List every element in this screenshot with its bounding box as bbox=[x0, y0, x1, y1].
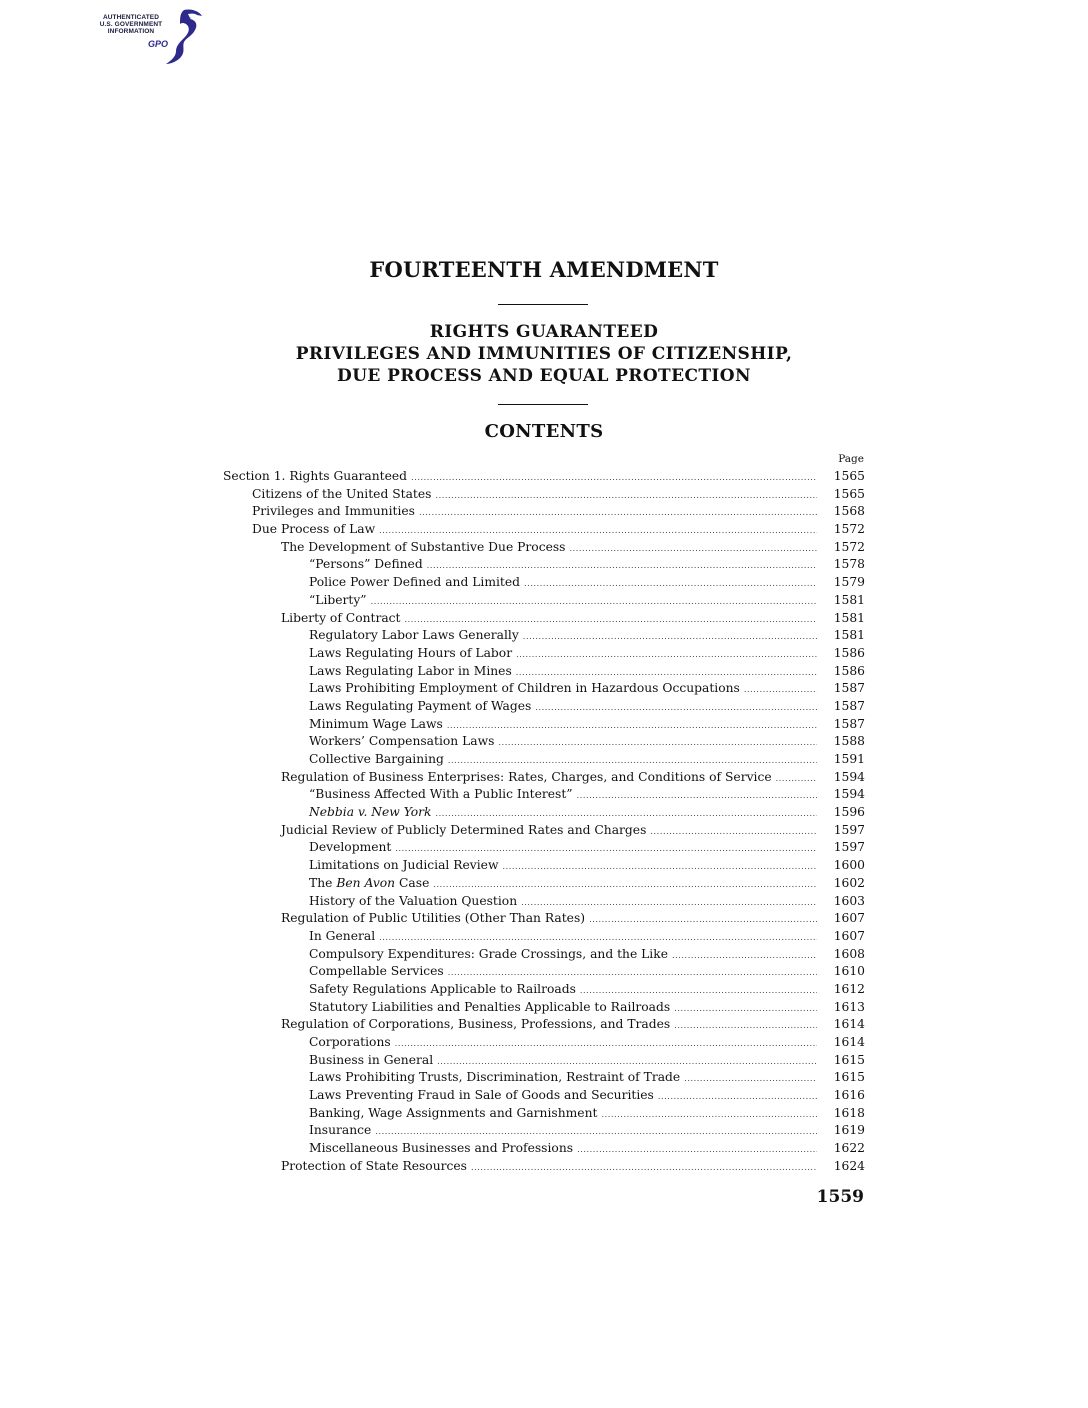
toc-dot-leader bbox=[516, 646, 817, 664]
toc-entry-title: Laws Prohibiting Trusts, Discrimination, Restraint of Trade bbox=[309, 1070, 681, 1085]
toc-dot-leader bbox=[650, 823, 817, 841]
toc-dot-leader bbox=[448, 964, 817, 982]
toc-entry-page: 1594 bbox=[833, 787, 865, 802]
toc-entry bbox=[223, 1069, 865, 1087]
toc-dot-leader bbox=[521, 894, 817, 912]
toc-entry-title: Nebbia v. New York bbox=[309, 805, 432, 820]
toc-entry-page: 1614 bbox=[833, 1017, 865, 1032]
toc-entry bbox=[223, 910, 865, 928]
page-number: 1559 bbox=[816, 1187, 864, 1207]
toc-dot-leader bbox=[577, 1141, 817, 1159]
gpo-authentication-seal bbox=[86, 6, 206, 68]
toc-entry bbox=[223, 1122, 865, 1140]
toc-dot-leader bbox=[448, 752, 817, 770]
toc-entry bbox=[223, 1016, 865, 1034]
toc-entry-title: Citizens of the United States bbox=[252, 486, 432, 501]
toc-entry bbox=[223, 839, 865, 857]
subtitle-line-1: RIGHTS GUARANTEED bbox=[429, 322, 659, 342]
toc-entry-page: 1586 bbox=[833, 663, 865, 678]
toc-entry-page: 1568 bbox=[833, 504, 865, 519]
toc-entry-page: 1619 bbox=[833, 1123, 865, 1138]
toc-dot-leader bbox=[471, 1159, 817, 1177]
toc-dot-leader bbox=[502, 858, 817, 876]
toc-dot-leader bbox=[379, 929, 817, 947]
toc-entry-title: Banking, Wage Assignments and Garnishment bbox=[309, 1105, 598, 1120]
toc-entry bbox=[223, 875, 865, 893]
toc-dot-leader bbox=[601, 1106, 817, 1124]
toc-dot-leader bbox=[395, 1035, 817, 1053]
subtitle bbox=[0, 321, 1088, 387]
toc-entry-page: 1578 bbox=[833, 557, 865, 572]
toc-entry-title: In General bbox=[309, 928, 376, 943]
seal-line-2: U.S. GOVERNMENT bbox=[99, 21, 163, 28]
toc-entry bbox=[223, 857, 865, 875]
toc-entry-page: 1608 bbox=[833, 946, 865, 961]
toc-entry bbox=[223, 804, 865, 822]
toc-dot-leader bbox=[776, 770, 817, 788]
toc-entry-title: Laws Regulating Labor in Mines bbox=[309, 663, 512, 678]
seal-line-3: INFORMATION bbox=[107, 28, 155, 35]
toc-dot-leader bbox=[405, 611, 818, 629]
toc-entry-title: The Development of Substantive Due Process bbox=[281, 539, 566, 554]
subtitle-line-3: DUE PROCESS AND EQUAL PROTECTION bbox=[337, 366, 751, 386]
toc-entry-page: 1579 bbox=[833, 575, 865, 590]
toc-entry bbox=[223, 556, 865, 574]
toc-entry-title: Privileges and Immunities bbox=[252, 504, 415, 519]
toc-entry bbox=[223, 733, 865, 751]
toc-entry-title: History of the Valuation Question bbox=[309, 893, 518, 908]
toc-entry-title: The Ben Avon Case bbox=[309, 875, 430, 890]
toc-entry-page: 1603 bbox=[833, 893, 865, 908]
toc-entry-page: 1610 bbox=[833, 964, 865, 979]
toc-entry bbox=[223, 627, 865, 645]
toc-entry-title: “Liberty” bbox=[309, 592, 367, 607]
toc-entry bbox=[223, 680, 865, 698]
toc-entry-page: 1591 bbox=[833, 752, 865, 766]
toc-dot-leader bbox=[375, 1123, 817, 1141]
toc-entry-title: Laws Prohibiting Employment of Children in Hazardous Occupations bbox=[309, 681, 740, 696]
toc-entry-title: “Persons” Defined bbox=[309, 557, 423, 572]
toc-entry-title: Section 1. Rights Guaranteed bbox=[223, 469, 408, 483]
toc-entry-page: 1596 bbox=[833, 805, 865, 820]
toc-entry bbox=[223, 574, 865, 592]
toc-entries bbox=[223, 468, 865, 1176]
toc-entry-page: 1587 bbox=[833, 681, 865, 696]
toc-entry-title: Business in General bbox=[309, 1052, 434, 1067]
toc-entry bbox=[223, 893, 865, 911]
toc-entry-title: Laws Regulating Payment of Wages bbox=[309, 698, 532, 713]
toc-dot-leader bbox=[674, 1000, 817, 1018]
toc-entry-page: 1586 bbox=[833, 645, 865, 660]
toc-dot-leader bbox=[498, 734, 817, 752]
toc-entry-title: Regulatory Labor Laws Generally bbox=[309, 628, 519, 643]
toc-entry-title: Collective Bargaining bbox=[309, 752, 444, 766]
subtitle-line-2: PRIVILEGES AND IMMUNITIES OF CITIZENSHIP, bbox=[295, 344, 793, 364]
toc-dot-leader bbox=[569, 540, 817, 558]
toc-entry bbox=[223, 751, 865, 769]
toc-entry-page: 1581 bbox=[833, 628, 865, 643]
toc-entry-page: 1615 bbox=[833, 1070, 865, 1085]
toc-entry-title: Regulation of Business Enterprises: Rates, Charges, and Conditions of Service bbox=[281, 769, 772, 784]
toc-entry-page: 1607 bbox=[833, 928, 865, 943]
toc-entry-page: 1597 bbox=[833, 822, 865, 837]
toc-entry-title: Laws Preventing Fraud in Sale of Goods and Securities bbox=[309, 1088, 654, 1103]
page-column-header: Page bbox=[838, 453, 864, 465]
toc-entry-title: Insurance bbox=[309, 1123, 372, 1138]
toc-entry-title: Development bbox=[309, 840, 392, 855]
toc-entry-page: 1618 bbox=[833, 1105, 865, 1120]
toc-entry bbox=[223, 521, 865, 539]
toc-entry bbox=[223, 1158, 865, 1176]
seal-gpo-mark: GPO bbox=[148, 39, 169, 49]
toc-entry bbox=[223, 645, 865, 663]
toc-dot-leader bbox=[436, 805, 817, 823]
subtitle-rule bbox=[498, 404, 588, 405]
toc-entry bbox=[223, 610, 865, 628]
toc-entry-page: 1572 bbox=[833, 539, 865, 554]
toc-entry-title: Statutory Liabilities and Penalties Applicable to Railroads bbox=[309, 999, 671, 1014]
toc-dot-leader bbox=[577, 787, 817, 805]
toc-entry-title: Miscellaneous Businesses and Professions bbox=[309, 1141, 574, 1156]
toc-entry-page: 1565 bbox=[833, 486, 865, 501]
toc-entry-page: 1581 bbox=[833, 610, 865, 625]
toc-entry-title: Safety Regulations Applicable to Railroads bbox=[309, 981, 576, 996]
toc-entry-title: Liberty of Contract bbox=[281, 610, 401, 625]
toc-dot-leader bbox=[447, 717, 817, 735]
toc-dot-leader bbox=[658, 1088, 817, 1106]
toc-entry bbox=[223, 928, 865, 946]
table-of-contents bbox=[223, 451, 865, 1176]
toc-dot-leader bbox=[674, 1017, 817, 1035]
toc-entry-title: Police Power Defined and Limited bbox=[309, 575, 521, 590]
toc-entry bbox=[223, 1087, 865, 1105]
toc-entry bbox=[223, 999, 865, 1017]
toc-dot-leader bbox=[744, 681, 817, 699]
toc-entry bbox=[223, 503, 865, 521]
toc-entry-page: 1612 bbox=[833, 981, 865, 996]
toc-entry bbox=[223, 468, 865, 486]
toc-entry-page: 1622 bbox=[833, 1141, 865, 1156]
toc-entry-title: Compellable Services bbox=[309, 964, 444, 979]
toc-entry bbox=[223, 716, 865, 734]
toc-entry-page: 1597 bbox=[833, 840, 865, 855]
toc-entry bbox=[223, 946, 865, 964]
toc-dot-leader bbox=[580, 982, 817, 1000]
toc-entry-title: Corporations bbox=[309, 1035, 391, 1049]
toc-entry bbox=[223, 769, 865, 787]
toc-entry-title: Minimum Wage Laws bbox=[309, 716, 443, 731]
toc-dot-leader bbox=[371, 593, 817, 611]
toc-entry bbox=[223, 698, 865, 716]
toc-entry-title: Regulation of Public Utilities (Other Than Rates) bbox=[281, 911, 586, 926]
toc-dot-leader bbox=[427, 557, 817, 575]
toc-dot-leader bbox=[433, 876, 817, 894]
toc-dot-leader bbox=[684, 1070, 817, 1088]
toc-entry-title: Due Process of Law bbox=[252, 522, 376, 537]
toc-entry-page: 1624 bbox=[833, 1158, 865, 1173]
eagle-icon bbox=[162, 6, 204, 66]
title-rule bbox=[498, 304, 588, 305]
toc-entry-page: 1615 bbox=[833, 1052, 865, 1067]
toc-entry bbox=[223, 963, 865, 981]
toc-entry bbox=[223, 822, 865, 840]
toc-entry-page: 1565 bbox=[833, 469, 865, 483]
toc-entry bbox=[223, 1105, 865, 1123]
toc-entry-title: Limitations on Judicial Review bbox=[309, 858, 499, 873]
toc-entry-title: “Business Affected With a Public Interest” bbox=[309, 787, 573, 802]
toc-entry-page: 1587 bbox=[833, 698, 865, 713]
toc-dot-leader bbox=[411, 469, 817, 487]
toc-dot-leader bbox=[589, 911, 817, 929]
toc-entry bbox=[223, 592, 865, 610]
toc-entry bbox=[223, 486, 865, 504]
toc-entry-title: Judicial Review of Publicly Determined Rates and Charges bbox=[281, 822, 647, 837]
seal-line-1: AUTHENTICATED bbox=[102, 14, 160, 21]
toc-dot-leader bbox=[379, 522, 817, 540]
toc-dot-leader bbox=[672, 947, 817, 965]
page-title: FOURTEENTH AMENDMENT bbox=[369, 257, 719, 282]
toc-dot-leader bbox=[435, 487, 817, 505]
toc-dot-leader bbox=[419, 504, 817, 522]
toc-entry-page: 1607 bbox=[833, 911, 865, 926]
toc-entry bbox=[223, 786, 865, 804]
toc-entry-page: 1613 bbox=[833, 999, 865, 1014]
toc-entry-title: Compulsory Expenditures: Grade Crossings, and the Like bbox=[309, 946, 668, 961]
toc-entry-page: 1588 bbox=[833, 734, 865, 749]
toc-entry-page: 1600 bbox=[833, 858, 865, 873]
toc-dot-leader bbox=[524, 575, 817, 593]
toc-entry bbox=[223, 539, 865, 557]
toc-entry-title: Laws Regulating Hours of Labor bbox=[309, 645, 513, 660]
toc-dot-leader bbox=[516, 664, 817, 682]
toc-entry-title: Workers’ Compensation Laws bbox=[309, 734, 495, 749]
toc-dot-leader bbox=[535, 699, 817, 717]
toc-entry-title: Regulation of Corporations, Business, Professions, and Trades bbox=[281, 1017, 671, 1032]
toc-entry-page: 1581 bbox=[833, 592, 865, 607]
toc-entry-page: 1587 bbox=[833, 716, 865, 731]
toc-entry-page: 1616 bbox=[833, 1088, 865, 1103]
toc-dot-leader bbox=[437, 1053, 817, 1071]
toc-entry bbox=[223, 1052, 865, 1070]
toc-entry-page: 1602 bbox=[833, 875, 865, 890]
toc-dot-leader bbox=[395, 840, 817, 858]
toc-entry-page: 1614 bbox=[833, 1035, 865, 1049]
toc-dot-leader bbox=[523, 628, 817, 646]
toc-entry-page: 1594 bbox=[833, 769, 865, 784]
contents-heading: CONTENTS bbox=[484, 421, 604, 442]
toc-entry bbox=[223, 981, 865, 999]
toc-entry-page: 1572 bbox=[833, 522, 865, 537]
toc-entry bbox=[223, 1140, 865, 1158]
toc-entry bbox=[223, 663, 865, 681]
toc-entry-title: Protection of State Resources bbox=[281, 1158, 467, 1173]
toc-entry bbox=[223, 1034, 865, 1052]
